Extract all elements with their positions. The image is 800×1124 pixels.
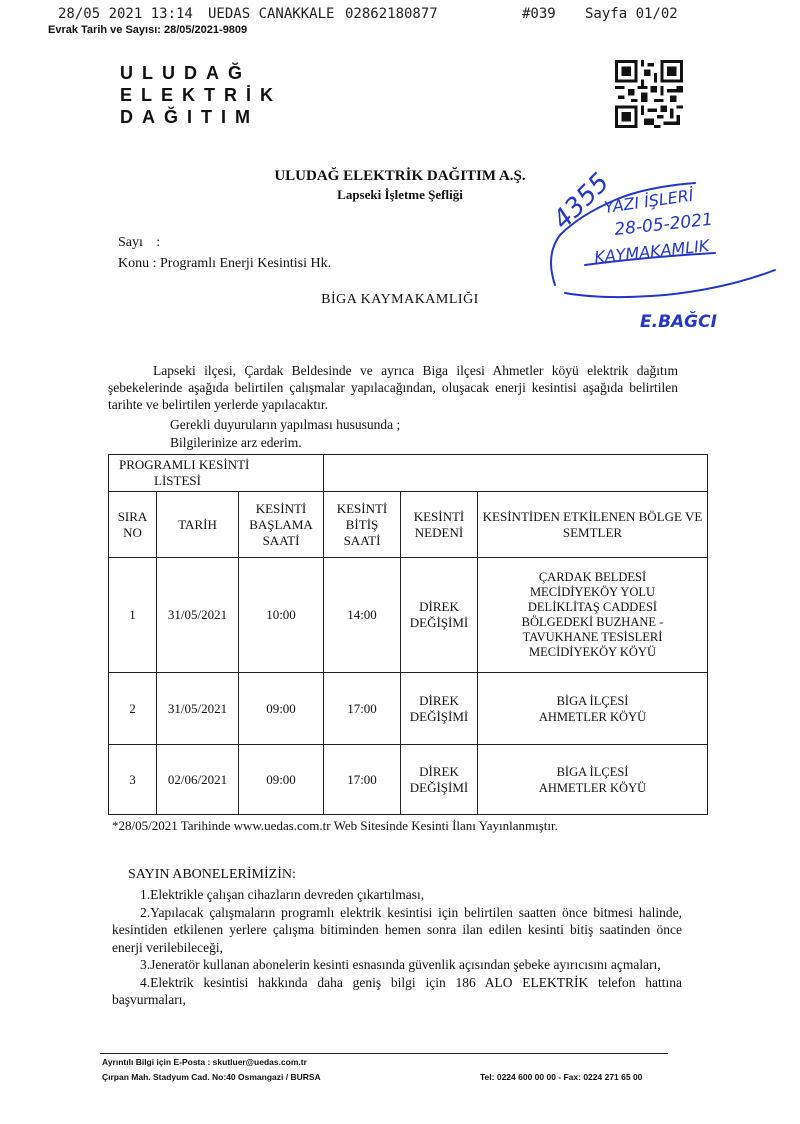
cell-tarih: 31/05/2021 xyxy=(157,673,239,745)
fax-datetime: 28/05 2021 13:14 xyxy=(58,6,193,22)
table-row xyxy=(109,673,708,745)
cell-sira: 2 xyxy=(109,673,157,745)
body-paragraph-1: Lapseki ilçesi, Çardak Beldesinde ve ayrıca Biga ilçesi Ahmetler köyü elektrik dağıtım şebekelerinde aşağıda belirtilen çalışmalar yapılacağından, oluşacak enerji kesintisi aşağıda belirtilen tarihte ve belirtilen yerlerde yapılacaktır. xyxy=(108,363,678,412)
konu-value: : Programlı Enerji Kesintisi Hk. xyxy=(152,256,332,271)
bolge-line: MECİDİYEKÖY YOLU xyxy=(529,585,656,599)
bolge-line: BÖLGEDEKİ BUZHANE - xyxy=(521,615,664,629)
bolge-line: TAVUKHANE TESİSLERİ xyxy=(522,630,663,644)
logo-line-2: ELEKTRİK xyxy=(120,85,282,105)
fax-page: Sayfa 01/02 xyxy=(585,6,678,22)
logo-line-1: ULUDAĞ xyxy=(120,63,251,83)
bolge-line: AHMETLER KÖYÜ xyxy=(538,780,647,795)
fax-sender: UEDAS CANAKKALE xyxy=(208,6,335,22)
qr-code xyxy=(612,60,686,128)
bolge-line: DELİKLİTAŞ CADDESİ xyxy=(527,600,658,614)
konu-label: Konu xyxy=(118,256,150,271)
footer-address: Çırpan Mah. Stadyum Cad. No:40 Osmangazi / BURSA xyxy=(102,1072,321,1082)
cell-neden: DİREK DEĞİŞİMİ xyxy=(401,745,478,815)
notes-list xyxy=(112,886,682,1009)
footer-phones: Tel: 0224 600 00 00 - Fax: 0224 271 65 00 xyxy=(480,1072,643,1082)
col-header-bitis: KESİNTİ BİTİŞ SAATİ xyxy=(324,492,401,558)
cell-baslama: 10:00 xyxy=(239,558,324,673)
table-title-line-2: LİSTESİ xyxy=(154,473,201,488)
table-title-line-1: PROGRAMLI KESİNTİ xyxy=(119,457,250,472)
fax-number: #039 xyxy=(522,6,556,22)
company-unit: Lapseki İşletme Şefliği xyxy=(337,187,463,202)
cell-bolge xyxy=(478,745,708,815)
cell-baslama: 09:00 xyxy=(239,673,324,745)
col-header-baslama: KESİNTİ BAŞLAMA SAATİ xyxy=(239,492,324,558)
bolge-line: BİGA İLÇESİ xyxy=(556,693,629,708)
fax-phone: 02862180877 xyxy=(345,6,438,22)
note-item: 3.Jeneratör kullanan abonelerin kesinti esnasında güvenlik açısından şebeke ayırıcısını açmaları, xyxy=(140,957,661,972)
cell-bitis: 17:00 xyxy=(324,673,401,745)
body-paragraph-3: Bilgilerinize arz ederim. xyxy=(170,435,302,450)
addressee: BİGA KAYMAKAMLIĞI xyxy=(321,292,479,307)
table-row xyxy=(109,558,708,673)
sayi-label: Sayı xyxy=(118,235,143,250)
handwritten-stamp xyxy=(545,165,790,340)
cell-bitis: 17:00 xyxy=(324,745,401,815)
hw-line-3: KAYMAKAMLIK xyxy=(593,236,711,267)
bolge-line: BİGA İLÇESİ xyxy=(556,764,629,779)
konu-line xyxy=(118,256,331,272)
footer-email: Ayrıntılı Bilgi için E-Posta : skutluer@uedas.com.tr xyxy=(102,1057,307,1067)
table-title-filler xyxy=(324,455,708,492)
note-item: 2.Yapılacak çalışmaların programlı elektrik kesintisi için belirtilen saatten önce bitmesi halinde, kesintiden etkilenen yerlere çalışma bitiminden hemen sonra ilan edilen kesinti bitiş saatinden önce enerji verilebileceği, xyxy=(112,904,682,955)
body-paragraph-2: Gerekli duyuruların yapılması hususunda ; xyxy=(170,417,401,432)
cell-tarih: 31/05/2021 xyxy=(157,558,239,673)
cell-neden: DİREK DEĞİŞİMİ xyxy=(401,673,478,745)
note-item: 1.Elektrikle çalışan cihazların devreden çıkartılması, xyxy=(140,887,425,902)
note-item: 4.Elektrik kesintisi hakkında daha geniş bilgi için 186 ALO ELEKTRİK telefon hattına başvurmaları, xyxy=(112,974,682,1007)
hw-line-1: YAZI İŞLERİ xyxy=(602,185,695,217)
col-header-tarih: TARİH xyxy=(157,492,239,558)
cell-tarih: 02/06/2021 xyxy=(157,745,239,815)
hw-initials: E.BAĞCI xyxy=(640,312,717,332)
evrak-line: Evrak Tarih ve Sayısı: 28/05/2021-9809 xyxy=(48,24,248,36)
notes-heading: SAYIN ABONELERİMİZİN: xyxy=(128,867,296,882)
col-header-bolge: KESİNTİDEN ETKİLENEN BÖLGE VE SEMTLER xyxy=(478,492,708,558)
cell-bitis: 14:00 xyxy=(324,558,401,673)
table-footnote: *28/05/2021 Tarihinde www.uedas.com.tr Web Sitesinde Kesinti İlanı Yayınlanmıştır. xyxy=(112,818,558,833)
bolge-line: MECİDİYEKÖY KÖYÜ xyxy=(529,645,656,659)
cell-neden: DİREK DEĞİŞİMİ xyxy=(401,558,478,673)
table-row xyxy=(109,745,708,815)
footer-divider xyxy=(100,1053,668,1054)
col-header-sira: SIRA NO xyxy=(109,492,157,558)
cell-sira: 1 xyxy=(109,558,157,673)
cell-bolge xyxy=(478,673,708,745)
logo-line-3: DAĞITIM xyxy=(120,107,259,127)
outage-table xyxy=(108,454,708,815)
cell-sira: 3 xyxy=(109,745,157,815)
sayi-line xyxy=(118,235,160,251)
cell-bolge xyxy=(478,558,708,673)
company-logo xyxy=(120,62,282,128)
table-title xyxy=(109,455,324,492)
cell-baslama: 09:00 xyxy=(239,745,324,815)
hw-number: 4355 xyxy=(547,167,616,236)
bolge-line: ÇARDAK BELDESİ xyxy=(538,570,647,584)
hw-line-2: 28-05-2021 xyxy=(613,209,714,240)
bolge-line: AHMETLER KÖYÜ xyxy=(538,709,647,724)
company-name: ULUDAĞ ELEKTRİK DAĞITIM A.Ş. xyxy=(274,168,526,184)
col-header-neden: KESİNTİ NEDENİ xyxy=(401,492,478,558)
sayi-value: : xyxy=(156,235,161,250)
